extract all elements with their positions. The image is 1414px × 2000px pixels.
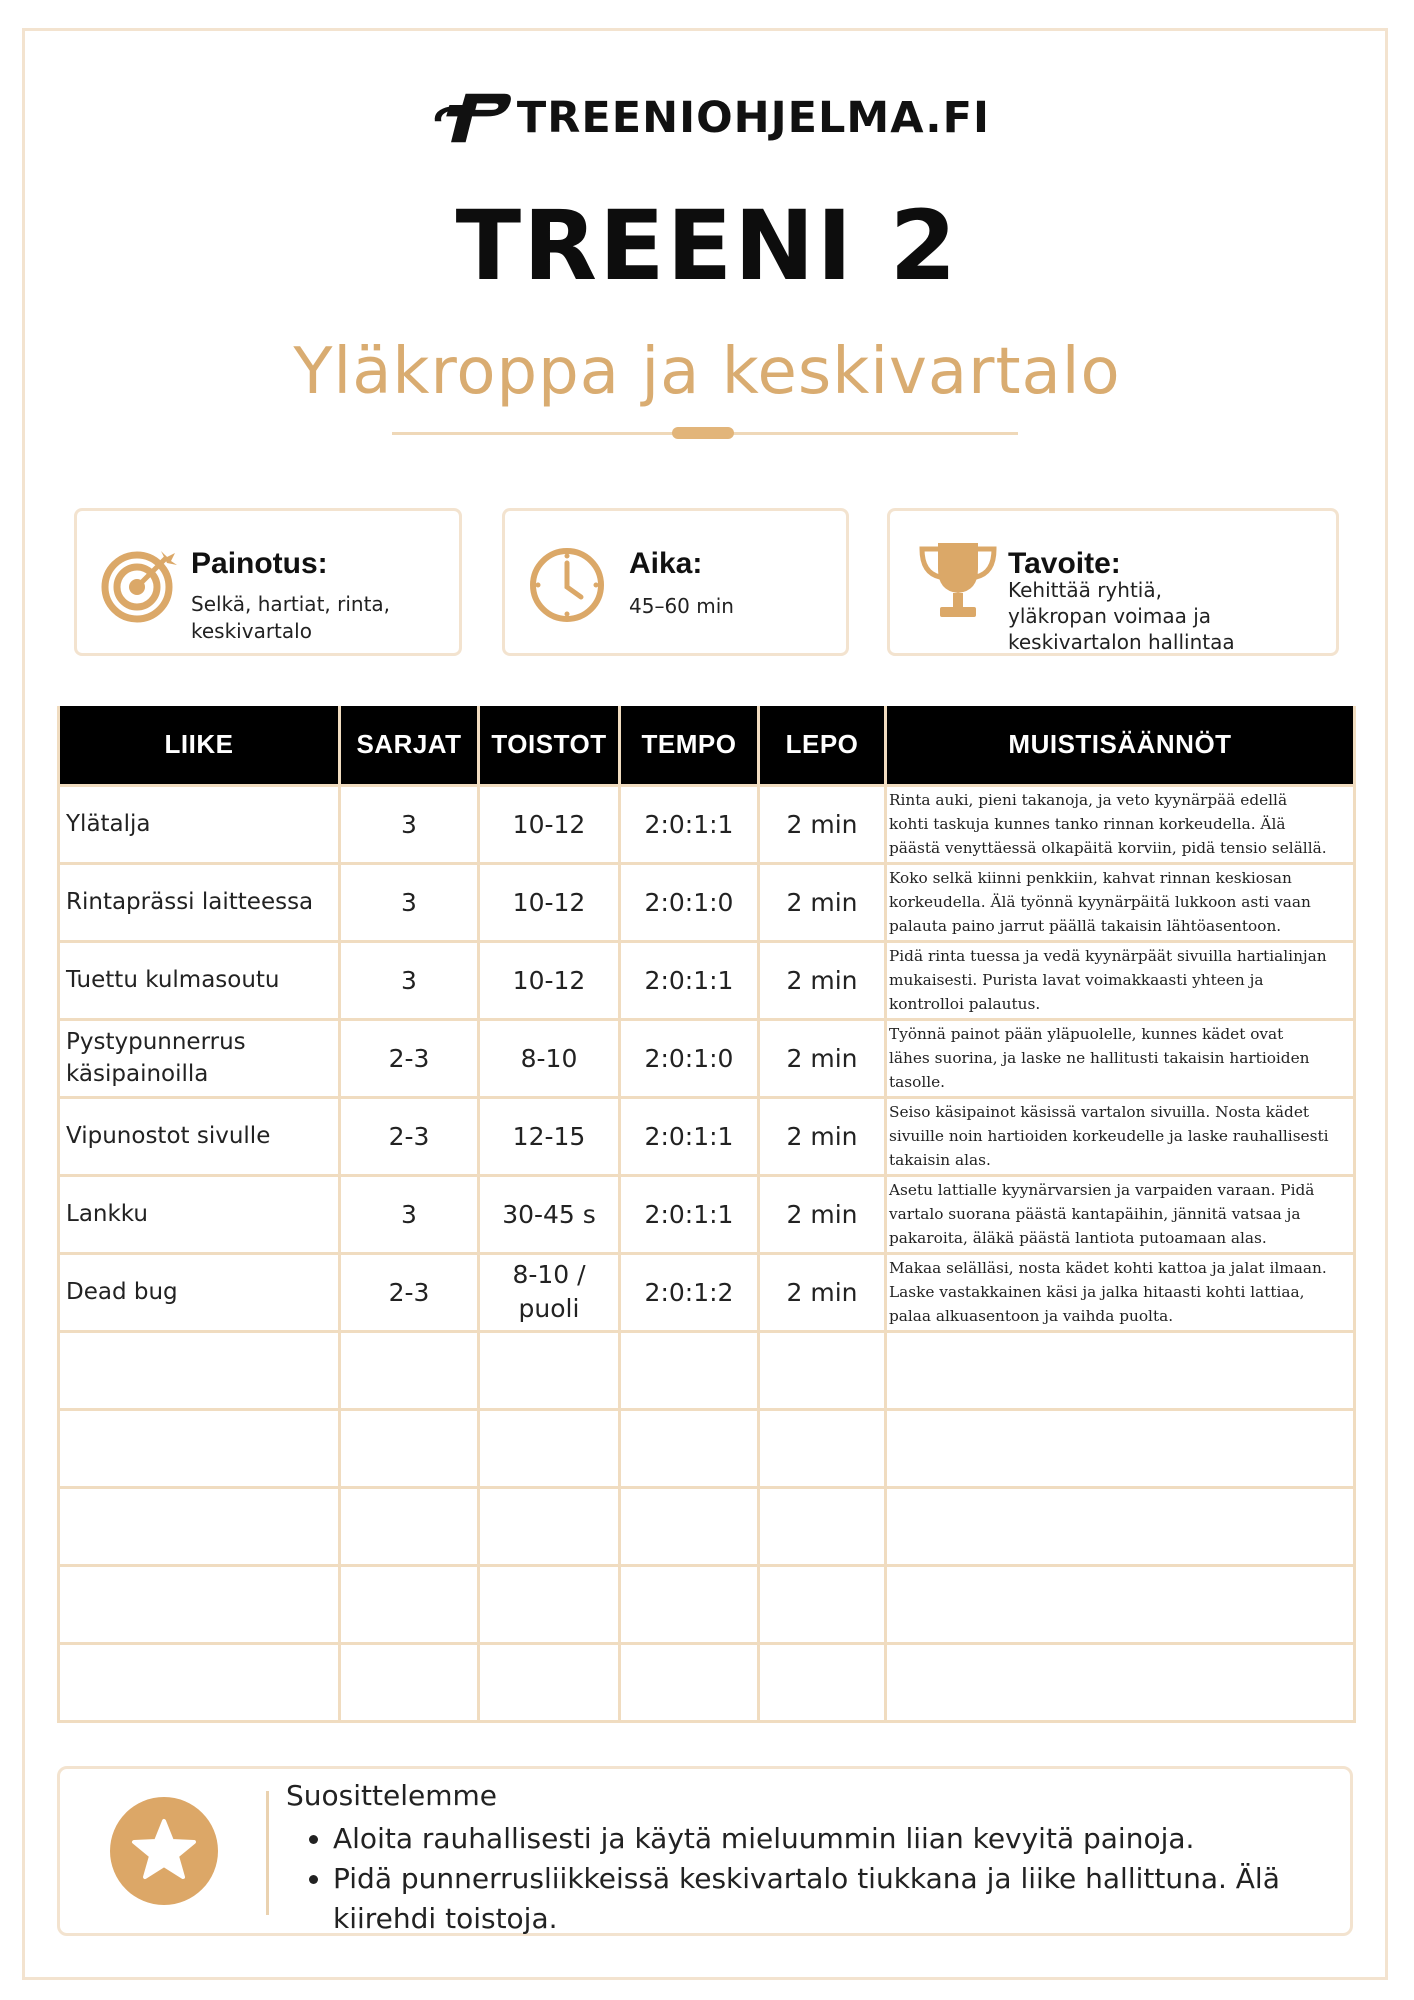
cell-tempo: 2:0:1:1 (620, 1097, 759, 1175)
table-row (59, 1097, 1355, 1175)
cell-lepo: 2 min (759, 941, 886, 1019)
cell-tempo: 2:0:1:1 (620, 785, 759, 863)
list-item: • Pidä punnerrusliikkeissä keskivartalo tiukkana ja liike hallittuna. Älä kiirehdi toistoja. (333, 1859, 1333, 1939)
cell-toistot: 10-12 (479, 785, 620, 863)
cell-tempo: 2:0:1:2 (620, 1253, 759, 1331)
recommendation-list (333, 1819, 1333, 1939)
cell-muistisaannot: Rinta auki, pieni takanoja, ja veto kyynärpää edellä kohti taskuja kunnes tanko rinnan korkeudella. Älä päästä venyttäessä olkapäitä korviin, pidä tensio selällä. (886, 785, 1355, 863)
table-row (59, 1019, 1355, 1097)
star-badge-icon (110, 1797, 218, 1905)
info-card-aika (502, 508, 849, 656)
info-card-tavoite (887, 508, 1339, 656)
info-value: Kehittää ryhtiä, yläkropan voimaa ja keskivartalon hallintaa (1008, 578, 1235, 654)
cell-sarjat: 3 (340, 1175, 479, 1253)
cell-liike: Ylätalja (59, 785, 340, 863)
cell-muistisaannot: Koko selkä kiinni penkkiin, kahvat rinnan keskiosan korkeudella. Älä työnnä kyynärpäitä lukkoon asti vaan palauta paino jarrut päällä takaisin lähtöasentoon. (886, 863, 1355, 941)
cell-liike: Pystypunnerrus käsipainoilla (59, 1019, 340, 1097)
cell-sarjat: 3 (340, 863, 479, 941)
column-header-sarjat: SARJAT (340, 706, 479, 785)
logo-mark-icon (430, 78, 511, 158)
column-header-muistisaannot: MUISTISÄÄNNÖT (886, 706, 1355, 785)
cell-liike: Rintaprässi laitteessa (59, 863, 340, 941)
info-label: Tavoite: (1008, 547, 1121, 580)
cell-liike: Dead bug (59, 1253, 340, 1331)
cell-muistisaannot: Pidä rinta tuessa ja vedä kyynärpäät sivuilla hartialinjan mukaisesti. Purista lavat voimakkaasti yhteen ja kontrolloi palautus. (886, 941, 1355, 1019)
clock-icon (527, 543, 607, 623)
cell-lepo: 2 min (759, 1175, 886, 1253)
page-subtitle: Yläkroppa ja keskivartalo (293, 335, 1121, 409)
cell-tempo: 2:0:1:0 (620, 863, 759, 941)
cell-tempo: 2:0:1:1 (620, 1175, 759, 1253)
table-header-row (59, 706, 1355, 785)
cell-toistot: 12-15 (479, 1097, 620, 1175)
info-label: Painotus: (191, 547, 328, 580)
empty-row (59, 1409, 1355, 1487)
recommendation-divider (266, 1791, 269, 1915)
empty-row (59, 1643, 1355, 1721)
table-row (59, 941, 1355, 1019)
cell-lepo: 2 min (759, 863, 886, 941)
cell-sarjat: 2-3 (340, 1253, 479, 1331)
page-title: TREENI 2 (455, 190, 959, 302)
cell-sarjat: 2-3 (340, 1097, 479, 1175)
cell-lepo: 2 min (759, 1097, 886, 1175)
list-item: • Aloita rauhallisesti ja käytä mieluummin liian kevyitä painoja. (333, 1819, 1333, 1859)
empty-row (59, 1565, 1355, 1643)
column-header-tempo: TEMPO (620, 706, 759, 785)
table-row (59, 1175, 1355, 1253)
column-header-lepo: LEPO (759, 706, 886, 785)
cell-tempo: 2:0:1:0 (620, 1019, 759, 1097)
info-label: Aika: (629, 547, 703, 580)
cell-tempo: 2:0:1:1 (620, 941, 759, 1019)
cell-lepo: 2 min (759, 1253, 886, 1331)
empty-row (59, 1487, 1355, 1565)
cell-toistot: 8-10 (479, 1019, 620, 1097)
cell-toistot: 10-12 (479, 941, 620, 1019)
empty-row (59, 1331, 1355, 1409)
cell-lepo: 2 min (759, 1019, 886, 1097)
recommendation-title: Suosittelemme (286, 1779, 497, 1812)
cell-sarjat: 2-3 (340, 1019, 479, 1097)
cell-liike: Tuettu kulmasoutu (59, 941, 340, 1019)
brand-name: TREENIOHJELMA.FI (516, 93, 990, 143)
cell-muistisaannot: Asetu lattialle kyynärvarsien ja varpaiden varaan. Pidä vartalo suorana päästä kantapäihin, jännitä vatsaa ja pakaroita, äläkä päästä lantiota putoamaan alas. (886, 1175, 1355, 1253)
cell-toistot: 8-10 / puoli (479, 1253, 620, 1331)
cell-liike: Lankku (59, 1175, 340, 1253)
brand-logo (430, 78, 990, 158)
info-value: 45–60 min (629, 594, 734, 618)
cell-lepo: 2 min (759, 785, 886, 863)
cell-liike: Vipunostot sivulle (59, 1097, 340, 1175)
cell-muistisaannot: Seiso käsipainot käsissä vartalon sivuilla. Nosta kädet sivuille noin hartioiden korkeudelle ja laske rauhallisesti takaisin alas. (886, 1097, 1355, 1175)
cell-toistot: 10-12 (479, 863, 620, 941)
cell-muistisaannot: Makaa selälläsi, nosta kädet kohti kattoa ja jalat ilmaan. Laske vastakkainen käsi ja jalka hitaasti kohti lattiaa, palaa alkuasentoon ja vaihda puolta. (886, 1253, 1355, 1331)
recommendation-box (57, 1766, 1353, 1936)
cell-sarjat: 3 (340, 785, 479, 863)
cell-muistisaannot: Työnnä painot pään yläpuolelle, kunnes kädet ovat lähes suorina, ja laske ne hallitusti takaisin hartioiden tasolle. (886, 1019, 1355, 1097)
cell-sarjat: 3 (340, 941, 479, 1019)
workout-table (57, 706, 1356, 1723)
column-header-toistot: TOISTOT (479, 706, 620, 785)
table-row (59, 1253, 1355, 1331)
info-value: Selkä, hartiat, rinta, keskivartalo (191, 592, 391, 643)
column-header-liike: LIIKE (59, 706, 340, 785)
trophy-icon (918, 539, 998, 623)
target-icon (101, 543, 181, 623)
info-card-painotus (74, 508, 462, 656)
table-row (59, 785, 1355, 863)
table-row (59, 863, 1355, 941)
subtitle-divider-accent (672, 427, 734, 439)
cell-toistot: 30-45 s (479, 1175, 620, 1253)
